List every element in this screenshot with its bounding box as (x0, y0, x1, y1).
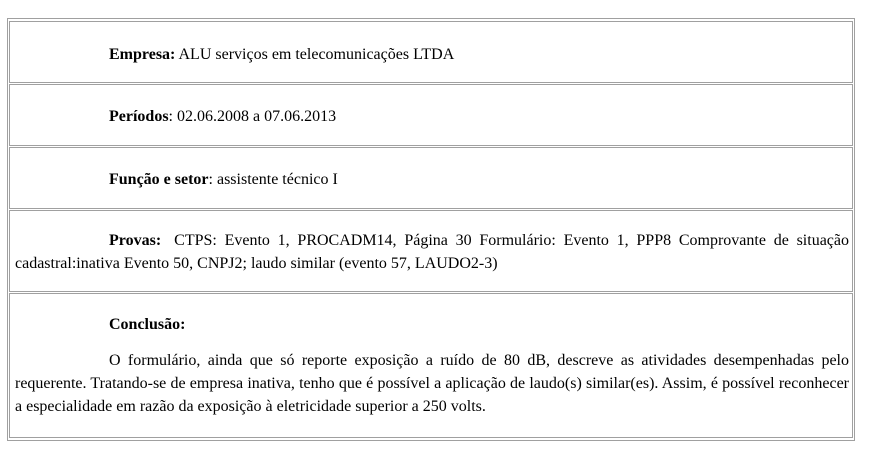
conclusao-row (9, 293, 853, 438)
funcao-value: : assistente técnico I (208, 171, 338, 188)
empresa-line (15, 22, 849, 65)
periodos-line (15, 85, 849, 127)
empresa-row (9, 21, 853, 83)
conclusao-heading (15, 294, 849, 336)
funcao-row (9, 147, 853, 209)
provas-paragraph (15, 211, 849, 275)
document-table (7, 18, 855, 441)
periodos-label: Períodos (109, 108, 169, 125)
empresa-value: ALU serviços em telecomunicações LTDA (178, 46, 455, 63)
provas-row (9, 210, 853, 292)
periodos-value: : 02.06.2008 a 07.06.2013 (168, 108, 337, 125)
periodos-row (9, 84, 853, 146)
empresa-label: Empresa: (109, 46, 176, 63)
conclusao-label: Conclusão: (109, 316, 186, 333)
provas-value: CTPS: Evento 1, PROCADM14, Página 30 Formulário: Evento 1, PPP8 Comprovante de situação cadastral:inativa Evento 50, CNPJ2; laudo similar (evento 57, LAUDO2-3) (15, 232, 849, 272)
funcao-label: Função e setor (109, 171, 209, 188)
provas-label: Provas: (109, 232, 162, 249)
funcao-line (15, 148, 849, 190)
conclusao-text: O formulário, ainda que só reporte exposição a ruído de 80 dB, descreve as atividades desempenhadas pelo requerente. Tratando-se de empresa inativa, tenho que é possível a aplicação de laudo(s) similar(es). Assim, é possível reconhecer a especialidade em razão da exposição à eletricidade superior a 250 volts. (15, 352, 849, 415)
